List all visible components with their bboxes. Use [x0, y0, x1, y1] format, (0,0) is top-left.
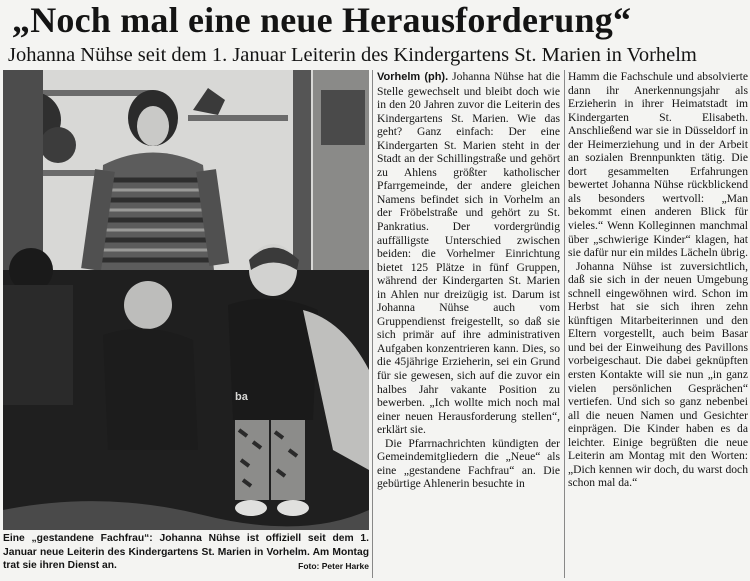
caption-text: Eine „gestandene Fachfrau“: Johanna Nühse ist offiziell seit dem 1. Januar neue Leiterin des Kindergartens St. Marien in Vorhelm. Am Montag trat sie ihren Dienst an.	[3, 533, 369, 572]
subheadline: Johanna Nühse seit dem 1. Januar Leiterin des Kindergartens St. Marien in Vorhelm	[8, 44, 697, 66]
article-paragraph: Die Pfarrnachrichten kündigten der Gemeindemitgliedern die „Neue“ als eine „gestandene Fachfrau“ an. Die gebürtige Ahlenerin besuchte in	[377, 436, 560, 491]
article-paragraph	[377, 70, 560, 437]
article-column-1	[377, 70, 560, 491]
photo-credit: Foto: Peter Harke	[298, 561, 369, 572]
article-column-2	[568, 70, 748, 490]
shirt-print: ba	[235, 391, 248, 403]
headline: „Noch mal eine neue Herausforderung“	[12, 0, 632, 40]
dateline: Vorhelm (ph).	[377, 71, 449, 83]
column-rule	[564, 70, 565, 578]
column-rule	[372, 70, 373, 578]
photo-caption	[3, 532, 369, 574]
paragraph-text: Johanna Nühse hat die Stelle gewechselt und bleibt doch wie in den 20 Jahren zuvor die Leiterin des Kindergartens St. Marien. Wie das geht? Ganz einfach: Der eine Kindergarten St. Marien steht in der Stadt an der Schillingstraße und gehört zu Ahlens größter katholischer Pfarrgemeinde, der andere gleichen Namens befindet sich in Vorhelm an der Fröbelstraße und gehört zu St. Pankratius. Der vordergründig auffälligste Unterschied zwischen beiden: die Vorhelmer Einrichtung bietet 125 Plätze in fünf Gruppen, während der Kindergarten St. Marien in Ahlen nur dreizügig ist. Darum ist Johanna Nühse auch vom Gruppendienst freigestellt, so daß sie sich primär auf ihre administrativen Aufgaben konzentrieren kann. Dies, so die 45jährige Erzieherin, sei ein Grund für sie gewesen, sich auf die zuvor ein halbes Jahr vakante Position zu bewerben. „Ich wollte mich noch mal einer neuen Herausforderung stellen“, erklärt sie.	[377, 70, 561, 437]
article-paragraph: Johanna Nühse ist zuversichtlich, daß sie sich in der neuen Umgebung schnell eingewöhnen wird. Schon im Herbst hat sie sich ihren zehn künftigen Mitarbeiterinnen und den Eltern vorgestellt, auch beim Basar und bei der Einweihung des Pavillons vorbeigeschaut. Die dabei geknüpften ersten Kontakte will sie nun „in ganz vielen persönlichen Gesprächen“ vertiefen. Und sich so ganz nebenbei all die neuen Namen und Gesichter einprägen. Die Kinder haben es da leichter. Einige begrüßten die neue Leiterin am Montag mit den Worten: „Dich kennen wir doch, du warst doch schon mal da.“	[568, 259, 748, 490]
article-photo	[3, 70, 369, 530]
article-paragraph: Hamm die Fachschule und absolvierte dann ihr Anerkennungsjahr als Erzieherin in ihrer Heimatstadt im Kindergarten St. Elisabeth. Anschließend war sie in Düsseldorf in der Heimerziehung und in der Arbeit an sozialen Brennpunkten tätig. Die dort gesammelten Erfahrungen bewertet Johanna Nühse rückblickend als besonders wertvoll: „Man bekommt einen anderen Blick für vieles.“ Wenn Kolleginnen manchmal über „schwierige Kinder“ klagen, hat sie dafür nur ein mildes Lächeln übrig.	[568, 70, 748, 260]
